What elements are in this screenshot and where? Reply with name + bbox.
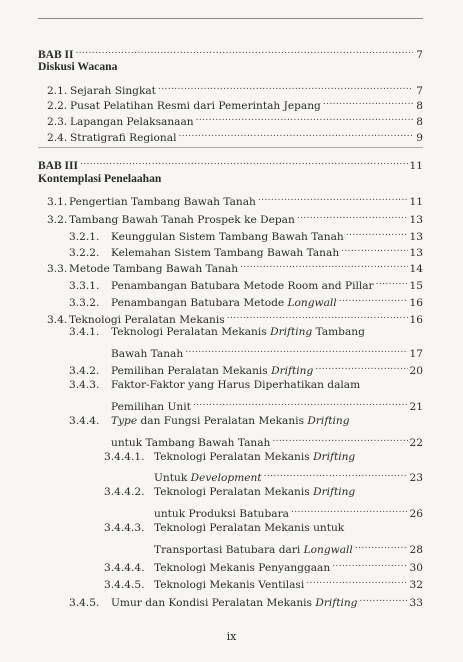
page-number: 16	[409, 297, 423, 309]
page-number: 13	[409, 231, 423, 243]
leader-dots	[193, 397, 408, 410]
title-text: Teknologi Peralatan Mekanis	[111, 326, 271, 338]
title-italic: Drifting	[313, 486, 356, 498]
page-number: 26	[409, 508, 423, 520]
section-title: Sejarah Singkat	[70, 85, 156, 97]
title-text: Penambangan Batubara Metode	[111, 297, 288, 309]
toc-entry-line1[interactable]	[69, 326, 365, 338]
leader-dots	[306, 575, 407, 588]
page-number: 15	[409, 280, 423, 292]
title-italic: Drifting	[313, 451, 356, 463]
leader-dots	[185, 344, 407, 357]
toc-entry[interactable]	[104, 558, 423, 575]
toc-entry-line1[interactable]	[69, 415, 350, 427]
section-title: Metode Tambang Bawah Tanah	[69, 263, 239, 275]
toc-entry[interactable]	[47, 192, 423, 209]
chapter-label: BAB II	[38, 49, 74, 61]
toc-entry-line2[interactable]	[111, 433, 423, 450]
section-number: 3.4.2.	[69, 365, 100, 377]
title-italic: Drifting	[315, 597, 358, 609]
section-title-cont: untuk Tambang Bawah Tanah	[111, 437, 271, 449]
toc-chapter-bab3[interactable]	[38, 156, 423, 173]
leader-dots	[339, 293, 408, 306]
section-number: 3.2.2.	[69, 247, 100, 259]
section-number: 3.3.	[47, 263, 68, 275]
section-number: 3.4.4.4.	[104, 562, 145, 574]
section-title-cont	[154, 544, 353, 557]
page-number: 13	[409, 247, 423, 259]
title-text: Teknologi Peralatan Mekanis untuk	[154, 522, 345, 534]
page-number: 8	[416, 100, 423, 112]
section-title: Pusat Pelatihan Resmi dari Pemerintah Jepang	[70, 100, 321, 112]
toc-entry[interactable]	[69, 276, 423, 293]
toc-entry-line2[interactable]	[154, 504, 423, 521]
toc-entry-line1[interactable]	[104, 522, 344, 534]
title-text: Teknologi Peralatan Mekanis	[154, 451, 314, 463]
section-title: Stratigrafi Regional	[70, 132, 177, 144]
page-number: 7	[416, 85, 423, 97]
title-italic: Drifting	[307, 415, 350, 427]
section-title	[111, 365, 313, 378]
section-number: 3.2.	[47, 214, 68, 226]
page-number: 33	[409, 597, 423, 609]
toc-entry[interactable]	[47, 259, 423, 276]
section-number: 3.4.4.2.	[104, 486, 145, 498]
toc-entry-line2[interactable]	[154, 540, 423, 557]
page-number: 14	[409, 263, 423, 275]
section-number: 2.4.	[47, 132, 68, 144]
section-title-cont	[154, 472, 262, 485]
page-number: 32	[409, 579, 423, 591]
leader-dots	[346, 227, 408, 240]
section-title-cont: Pemilihan Unit	[111, 401, 191, 413]
toc-entry[interactable]	[69, 227, 423, 244]
leader-dots	[227, 310, 408, 323]
title-text: Umur dan Kondisi Peralatan Mekanis	[111, 597, 316, 609]
title-italic: Longwall	[287, 297, 337, 309]
title-text: Pemilihan Peralatan Mekanis	[111, 365, 272, 377]
section-title	[111, 597, 357, 610]
section-title	[111, 297, 337, 310]
leader-dots	[297, 210, 408, 223]
title-text: Teknologi Peralatan Mekanis	[154, 486, 314, 498]
section-title: Teknologi Mekanis Penyanggaan	[154, 562, 331, 574]
section-title-cont: untuk Produksi Batubara	[154, 508, 289, 520]
section-title: Lapangan Pelaksanaan	[70, 116, 194, 128]
section-number: 3.4.4.	[69, 415, 100, 427]
toc-entry[interactable]	[47, 310, 423, 327]
leader-dots	[258, 192, 408, 205]
page-number: 11	[409, 160, 423, 172]
leader-dots	[291, 504, 408, 517]
page-number: 23	[409, 472, 423, 484]
page-number: 30	[409, 562, 423, 574]
title-text: dan Fungsi Peralatan Mekanis	[137, 415, 308, 427]
section-number: 3.4.4.1.	[104, 451, 145, 463]
toc-entry[interactable]	[69, 243, 423, 260]
page-number: 11	[409, 196, 423, 208]
page-number: 8	[416, 116, 423, 128]
toc-entry-line2[interactable]	[111, 397, 423, 414]
leader-dots	[376, 276, 408, 289]
toc-entry[interactable]	[69, 593, 423, 610]
toc-entry[interactable]	[47, 112, 423, 129]
toc-entry[interactable]	[69, 293, 423, 310]
toc-entry-line1[interactable]	[69, 379, 360, 391]
toc-entry-line1[interactable]	[104, 451, 355, 463]
leader-dots	[355, 540, 408, 553]
title-text: Faktor-Faktor yang Harus Diperhatikan dalam	[111, 379, 361, 391]
section-title: Tambang Bawah Tanah Prospek ke Depan	[69, 214, 295, 226]
leader-dots	[264, 468, 408, 481]
title-italic: Drifting	[271, 365, 314, 377]
page-number: 21	[409, 401, 423, 413]
leader-dots	[240, 259, 407, 272]
leader-dots	[178, 128, 413, 141]
chapter-heading-bab3: Kontemplasi Penelaahan	[38, 172, 162, 185]
section-title: Kelemahan Sistem Tambang Bawah Tanah	[111, 247, 340, 259]
section-number: 3.4.4.5.	[104, 579, 145, 591]
leader-dots	[158, 81, 413, 94]
leader-dots	[323, 96, 413, 109]
section-title: Teknologi Peralatan Mekanis	[69, 314, 225, 326]
page-number: 9	[416, 132, 423, 144]
section-title: Teknologi Mekanis Ventilasi	[154, 579, 305, 591]
toc-entry[interactable]	[47, 210, 423, 227]
leader-dots	[359, 593, 407, 606]
section-number: 3.4.5.	[69, 597, 100, 609]
section-title: Pengertian Tambang Bawah Tanah	[69, 196, 256, 208]
chapter-label: BAB III	[38, 160, 78, 172]
leader-dots	[80, 156, 408, 169]
page-number: 22	[409, 437, 423, 449]
toc-entry-line2[interactable]	[154, 468, 423, 485]
section-title: Penambangan Batubara Metode Room and Pillar	[111, 280, 374, 292]
leader-dots	[75, 45, 413, 58]
leader-dots	[341, 243, 407, 256]
leader-dots	[332, 558, 407, 571]
chapter-heading-bab2: Diskusi Wacana	[38, 60, 118, 73]
section-number: 2.2.	[47, 100, 68, 112]
section-number: 2.3.	[47, 116, 68, 128]
page-number: 7	[416, 49, 423, 61]
toc-entry[interactable]	[47, 128, 423, 145]
cont-italic: Development	[190, 472, 262, 484]
page-number: 17	[409, 348, 423, 360]
toc-entry-line2[interactable]	[111, 344, 423, 361]
leader-dots	[196, 112, 413, 125]
cont-text: Transportasi Batubara dari	[154, 544, 304, 556]
section-title-cont: Bawah Tanah	[111, 348, 184, 360]
section-number: 3.3.1.	[69, 280, 100, 292]
cont-italic: Longwall	[303, 544, 353, 556]
section-number: 2.1.	[47, 85, 68, 97]
page-number: 13	[409, 214, 423, 226]
title-tail: Tambang	[312, 326, 365, 338]
top-rule	[38, 18, 423, 19]
title-italic: Drifting	[270, 326, 313, 338]
leader-dots	[272, 433, 407, 446]
toc-entry[interactable]	[69, 361, 423, 378]
section-number: 3.4.1.	[69, 326, 100, 338]
page-number: 16	[409, 314, 423, 326]
section-number: 3.4.4.3.	[104, 522, 145, 534]
section-number: 3.2.1.	[69, 231, 100, 243]
section-number: 3.1.	[47, 196, 68, 208]
toc-entry[interactable]	[104, 575, 423, 592]
leader-dots	[315, 361, 407, 374]
title-italic-lead: Type	[111, 415, 138, 427]
section-number: 3.4.3.	[69, 379, 100, 391]
section-divider	[38, 147, 423, 148]
page-number: 20	[409, 365, 423, 377]
section-number: 3.3.2.	[69, 297, 100, 309]
toc-entry-line1[interactable]	[104, 486, 355, 498]
section-number: 3.4.	[47, 314, 68, 326]
toc-entry[interactable]	[47, 96, 423, 113]
page-number: 28	[409, 544, 423, 556]
section-title: Keunggulan Sistem Tambang Bawah Tanah	[111, 231, 344, 243]
page-folio: ix	[226, 630, 237, 643]
cont-text: Untuk	[154, 472, 191, 484]
